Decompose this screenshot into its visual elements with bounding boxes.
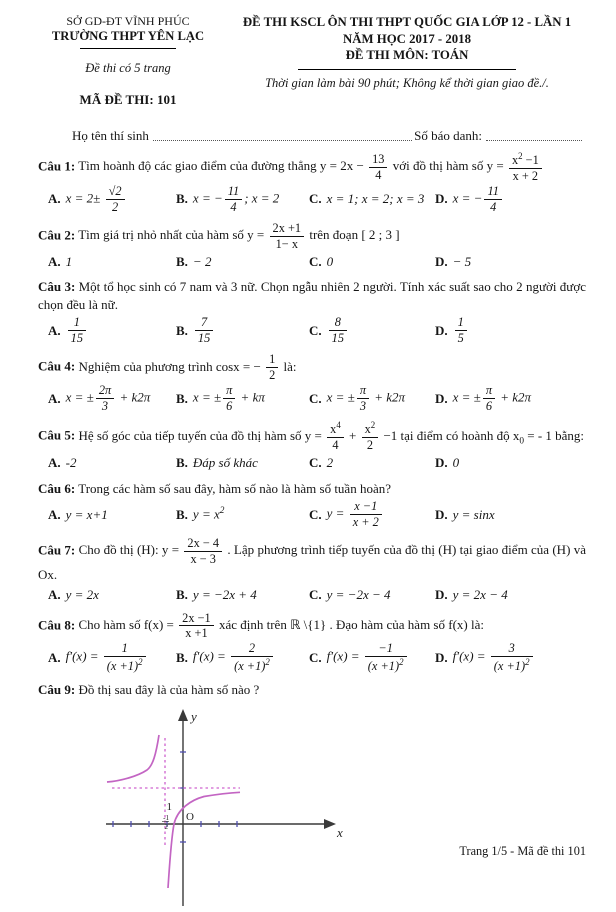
question-stem bbox=[38, 612, 586, 641]
option-d: D. f′(x) = $\frac{3}{(x +1)^2}$ bbox=[435, 642, 586, 673]
exam-subject: ĐỀ THI MÔN: TOÁN bbox=[345, 48, 469, 63]
question-stem bbox=[38, 222, 586, 251]
option-b: B. Đáp số khác bbox=[176, 455, 258, 471]
option-c: C. y = $\frac{x -1}{x + 2}$ bbox=[309, 500, 435, 529]
question-5 bbox=[38, 421, 586, 472]
x-intercept-denominator: 2 bbox=[164, 822, 168, 831]
exam-code: MÃ ĐỀ THI: 101 bbox=[79, 91, 177, 107]
exam-year: NĂM HỌC 2017 - 2018 bbox=[343, 31, 471, 46]
header-left-block bbox=[38, 14, 218, 108]
question-text: Cho hàm số f(x) = $\frac{2x -1}{x +1}$ xác định trên ℝ \{1} . Đạo hàm của hàm số f(x) là: bbox=[78, 610, 484, 641]
candidate-line bbox=[72, 128, 584, 144]
options-row bbox=[48, 253, 586, 271]
option-c: C. $\frac{8}{15}$ bbox=[309, 316, 435, 345]
option-d: D. $\frac{1}{5}$ bbox=[435, 316, 586, 345]
option-b: B. y = −2x + 4 bbox=[176, 586, 257, 602]
question-stem bbox=[38, 681, 586, 699]
question-2 bbox=[38, 222, 586, 270]
question-label: Câu 4: bbox=[38, 358, 76, 374]
option-c: C. x = ± $\frac{\pi}{3}$ + k2π bbox=[309, 383, 406, 414]
axis-ticks bbox=[113, 752, 237, 842]
department-name: SỞ GD-ĐT VĨNH PHÚC bbox=[66, 14, 190, 28]
options-row bbox=[48, 384, 586, 413]
question-9 bbox=[38, 681, 586, 699]
question-label: Câu 6: bbox=[38, 480, 76, 496]
question-stem bbox=[38, 421, 586, 452]
option-d: D. x = ± $\frac{\pi}{6}$ + k2π bbox=[435, 383, 532, 414]
question-text: Một tổ học sinh có 7 nam và 3 nữ. Chọn ngẫu nhiên 2 người. Tính xác suất sao cho 2 người được chọn đều là nữ. bbox=[38, 279, 586, 313]
origin-label: O bbox=[186, 810, 194, 823]
function-graph bbox=[106, 708, 358, 908]
curve-left-branch bbox=[107, 735, 159, 782]
x-axis-arrow bbox=[324, 819, 336, 829]
candidate-number-field bbox=[486, 139, 582, 141]
question-label: Câu 2: bbox=[38, 227, 76, 243]
option-c: C. x = 1; x = 2; x = 3 bbox=[309, 191, 425, 207]
question-label: Câu 9: bbox=[38, 682, 76, 698]
option-b: B. f′(x) = $\frac{2}{(x +1)^2}$ bbox=[176, 642, 309, 673]
option-d: D. y = sinx bbox=[435, 506, 495, 522]
option-d: D. − 5 bbox=[435, 253, 472, 269]
exam-duration: Thời gian làm bài 90 phút; Không kể thời gian giao đề./. bbox=[265, 75, 549, 90]
option-d: D. x = − $\frac{11}{4}$ bbox=[435, 185, 586, 214]
header-left-rule bbox=[80, 48, 176, 49]
option-a: A. f′(x) = $\frac{1}{(x +1)^2}$ bbox=[48, 642, 176, 673]
question-text: Trong các hàm số sau đây, hàm số nào là hàm số tuần hoàn? bbox=[78, 480, 391, 496]
option-a: A. -2 bbox=[48, 455, 77, 471]
x-intercept-numerator: -1 bbox=[163, 813, 169, 822]
school-name: TRƯỜNG THPT YÊN LẠC bbox=[51, 29, 205, 43]
question-text: Đồ thị sau đây là của hàm số nào ? bbox=[78, 682, 260, 698]
question-text: Tìm hoành độ các giao điểm của đường thẳng y = 2x − $\frac{13}{4}$ với đồ thị hàm số y = $\frac{x^2 -1}{x + 2}$ bbox=[78, 158, 544, 173]
question-6 bbox=[38, 480, 586, 529]
candidate-name-field bbox=[153, 139, 412, 141]
option-b: B. $y = x^2$ bbox=[176, 506, 225, 522]
page-footer: Trang 1/5 - Mã đề thi 101 bbox=[459, 844, 586, 858]
y-axis-arrow bbox=[178, 709, 188, 721]
question-text: Tìm giá trị nhỏ nhất của hàm số y = $\frac{2x +1}{1- x}$ trên đoạn [ 2 ; 3 ] bbox=[78, 220, 400, 251]
question-stem bbox=[38, 152, 586, 183]
option-b: B. $\frac{7}{15}$ bbox=[176, 316, 309, 345]
question-9-graph bbox=[106, 708, 586, 912]
question-3 bbox=[38, 278, 586, 345]
option-c: C. f′(x) = $\frac{-1}{(x +1)^2}$ bbox=[309, 642, 435, 673]
option-c: C. 2 bbox=[309, 455, 334, 471]
pages-note: Đề thi có 5 trang bbox=[85, 60, 171, 75]
option-b: B. x = − $\frac{11}{4}$ ; x = 2 bbox=[176, 183, 280, 214]
question-stem bbox=[38, 278, 586, 314]
options-row bbox=[48, 316, 586, 345]
question-text: Cho đồ thị (H): y = $\frac{2x - 4}{x - 3}$ . Lập phương trình tiếp tuyến của đồ thị (H) tại giao điểm của (H) và Ox. bbox=[38, 535, 586, 582]
option-b: B. x = ± $\frac{\pi}{6}$ + kπ bbox=[176, 383, 265, 414]
curve-right-branch bbox=[168, 792, 240, 888]
question-8 bbox=[38, 612, 586, 674]
question-stem bbox=[38, 537, 586, 584]
options-row bbox=[48, 642, 586, 673]
option-d: D. y = 2x − 4 bbox=[435, 586, 508, 602]
option-a: A. y = 2x bbox=[48, 586, 99, 602]
question-label: Câu 7: bbox=[38, 542, 76, 558]
question-text: Nghiệm của phương trình cosx = − $\frac{1}{2}$ là: bbox=[78, 352, 297, 383]
option-c: C. 0 bbox=[309, 253, 334, 269]
question-7 bbox=[38, 537, 586, 604]
question-stem bbox=[38, 480, 586, 498]
question-label: Câu 8: bbox=[38, 616, 76, 632]
question-stem bbox=[38, 353, 586, 382]
options-row bbox=[48, 500, 586, 529]
options-row bbox=[48, 586, 586, 604]
header-right-block bbox=[218, 14, 586, 108]
y-axis-label: y bbox=[191, 708, 197, 724]
candidate-name-label: Họ tên thí sinh bbox=[72, 127, 149, 143]
option-a: A. 1 bbox=[48, 253, 73, 269]
option-b: B. − 2 bbox=[176, 253, 212, 269]
option-d: D. 0 bbox=[435, 455, 460, 471]
x-axis-label: x bbox=[337, 824, 343, 840]
option-a: A. x = 2± $\frac{√2}{2}$ bbox=[48, 185, 176, 214]
question-text: Hệ số góc của tiếp tuyến của đồ thị hàm số y = $\frac{x^4}{4}$ + $\frac{x^2}{2}$ −1 tại điểm có hoành độ $x_0$ = - 1 bằng: bbox=[78, 420, 585, 453]
question-label: Câu 1: bbox=[38, 158, 76, 174]
options-row bbox=[48, 185, 586, 214]
question-1 bbox=[38, 152, 586, 214]
exam-header bbox=[38, 14, 586, 108]
y-tick-1-label: 1 bbox=[166, 800, 172, 813]
question-label: Câu 3: bbox=[38, 279, 76, 295]
question-label: Câu 5: bbox=[38, 427, 76, 443]
exam-title: ĐỀ THI KSCL ÔN THI THPT QUỐC GIA LỚP 12 - LẦN 1 bbox=[242, 15, 572, 29]
options-row bbox=[48, 454, 586, 472]
option-a: A. $\frac{1}{15}$ bbox=[48, 316, 176, 345]
option-a: A. x = ± $\frac{2\pi}{3}$ + k2π bbox=[48, 383, 151, 414]
option-a: A. y = x+1 bbox=[48, 506, 108, 522]
option-c: C. y = −2x − 4 bbox=[309, 586, 391, 602]
candidate-number-label: Số báo danh: bbox=[414, 127, 482, 143]
header-right-rule bbox=[298, 69, 516, 70]
question-4 bbox=[38, 353, 586, 413]
